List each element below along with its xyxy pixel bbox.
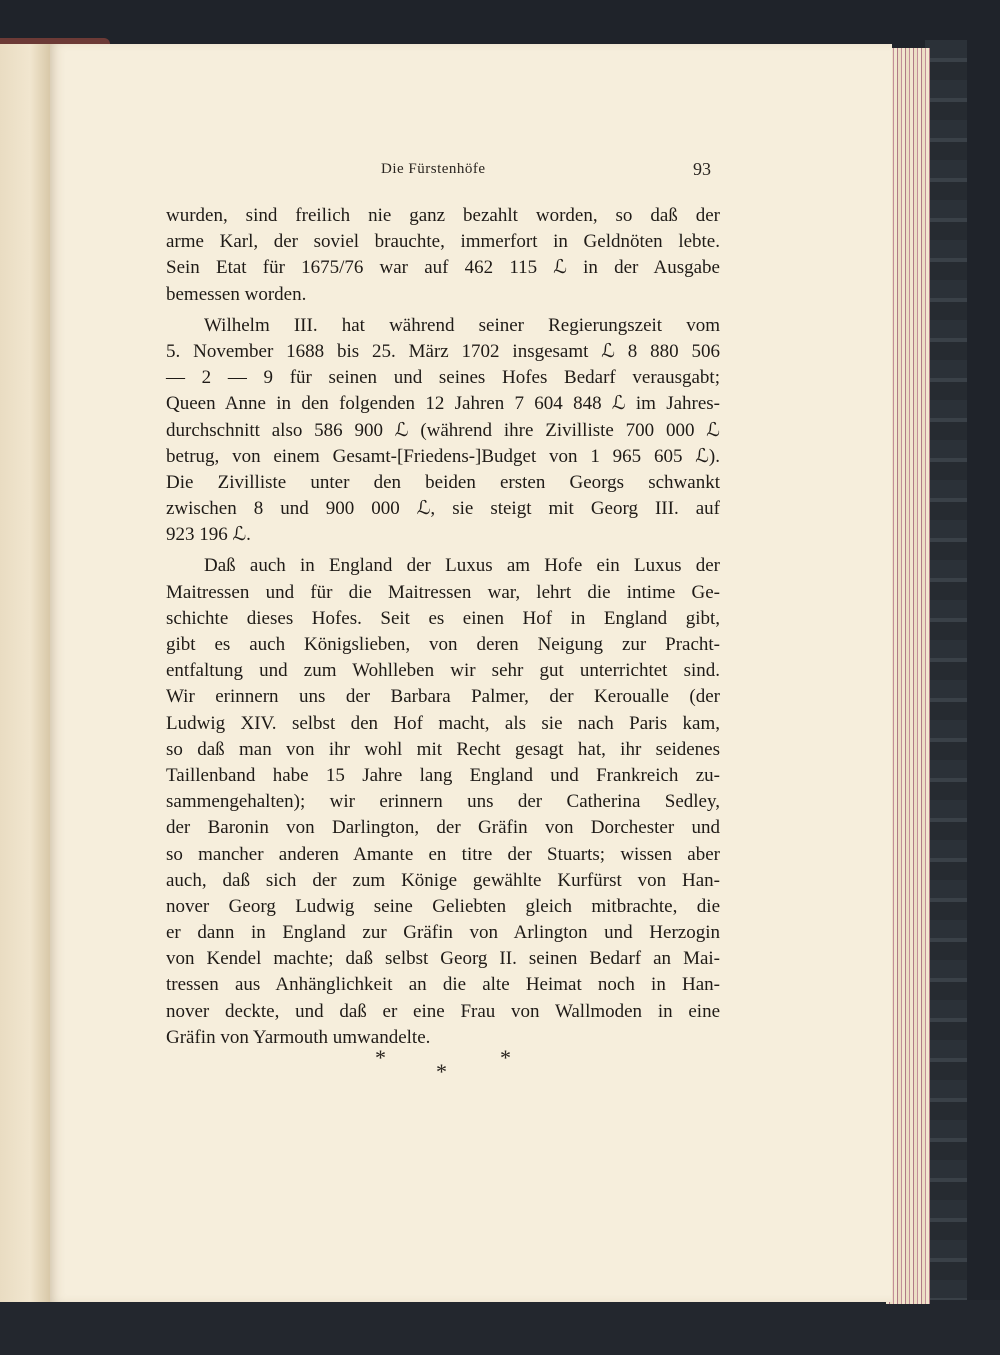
text-line: sammengehalten); wir erinnern uns der Catherina Sedley, bbox=[166, 791, 720, 813]
page-number: 93 bbox=[693, 159, 711, 179]
page-edges-stack bbox=[886, 48, 930, 1304]
text-line: — 2 — 9 für seinen und seines Hofes Bedarf verausgabt; bbox=[166, 367, 720, 389]
text-line: Wilhelm III. hat während seiner Regierungszeit vom bbox=[204, 314, 720, 336]
section-separator bbox=[340, 1045, 540, 1085]
text-line: der Baronin von Darlington, der Gräfin von Dorchester und bbox=[166, 817, 720, 839]
separator-asterisk: * bbox=[436, 1059, 447, 1084]
separator-asterisk: * bbox=[500, 1045, 511, 1070]
text-line: Sein Etat für 1675/76 war auf 462 115 ℒ in der Ausgabe bbox=[166, 257, 720, 279]
running-head: Die Fürstenhöfe bbox=[381, 161, 486, 177]
text-line: Ludwig XIV. selbst den Hof macht, als sie nach Paris kam, bbox=[166, 712, 720, 734]
text-line: gibt es auch Königslieben, von deren Neigung zur Pracht- bbox=[166, 634, 720, 655]
text-line: schichte dieses Hofes. Seit es einen Hof in England gibt, bbox=[166, 607, 720, 629]
text-line: betrug, von einem Gesamt-[Friedens-]Budget von 1 965 605 ℒ). bbox=[166, 445, 720, 467]
text-line: zwischen 8 und 900 000 ℒ, sie steigt mit Georg III. auf bbox=[166, 498, 720, 520]
text-line: tressen aus Anhänglichkeit an die alte Heimat noch in Han- bbox=[166, 974, 720, 996]
paragraph bbox=[166, 553, 720, 1051]
separator-asterisk: * bbox=[375, 1045, 386, 1070]
text-line: so mancher anderen Amante en titre der Stuarts; wissen aber bbox=[166, 843, 720, 865]
facing-page-edge bbox=[0, 44, 50, 1302]
text-line: nover Georg Ludwig seine Geliebten gleich mitbrachte, die bbox=[166, 895, 720, 917]
body-text bbox=[166, 203, 720, 1051]
text-line: er dann in England zur Gräfin von Arlington und Herzogin bbox=[166, 922, 720, 944]
text-line: von Kendel machte; daß selbst Georg II. seinen Bedarf an Mai- bbox=[166, 948, 720, 970]
text-line: nover deckte, und daß er eine Frau von Wallmoden in eine bbox=[166, 1000, 720, 1022]
text-line: so daß man von ihr wohl mit Recht gesagt hat, ihr seidenes bbox=[166, 738, 720, 760]
text-line: Maitressen und für die Maitressen war, lehrt die intime Ge- bbox=[166, 581, 720, 603]
text-line: entfaltung und zum Wohlleben wir sehr gut unterrichtet sind. bbox=[166, 660, 720, 682]
paragraph bbox=[166, 313, 720, 549]
text-line: wurden, sind freilich nie ganz bezahlt worden, so daß der bbox=[166, 205, 720, 226]
paragraph bbox=[166, 203, 720, 308]
text-line: Wir erinnern uns der Barbara Palmer, der Keroualle (der bbox=[166, 686, 720, 708]
text-line: Die Zivilliste unter den beiden ersten Georgs schwankt bbox=[166, 471, 720, 493]
text-line: Taillenband habe 15 Jahre lang England und Frankreich zu- bbox=[166, 764, 720, 786]
text-line: Gräfin von Yarmouth umwandelte. bbox=[166, 1026, 431, 1048]
text-line: bemessen worden. bbox=[166, 283, 307, 305]
text-line: 923 196 ℒ. bbox=[166, 524, 251, 546]
book-cover-edge bbox=[925, 40, 967, 1312]
text-line: durchschnitt also 586 900 ℒ (während ihre Zivilliste 700 000 ℒ bbox=[166, 419, 720, 441]
text-line: Daß auch in England der Luxus am Hofe ein Luxus der bbox=[204, 555, 720, 577]
text-line: Queen Anne in den folgenden 12 Jahren 7 604 848 ℒ im Jahres- bbox=[166, 393, 720, 415]
text-line: 5. November 1688 bis 25. März 1702 insgesamt ℒ 8 880 506 bbox=[166, 340, 720, 362]
background-cloth bbox=[0, 1300, 1000, 1355]
text-line: auch, daß sich der zum Könige gewählte Kurfürst von Han- bbox=[166, 869, 720, 891]
text-line: arme Karl, der soviel brauchte, immerfort in Geldnöten lebte. bbox=[166, 231, 720, 253]
